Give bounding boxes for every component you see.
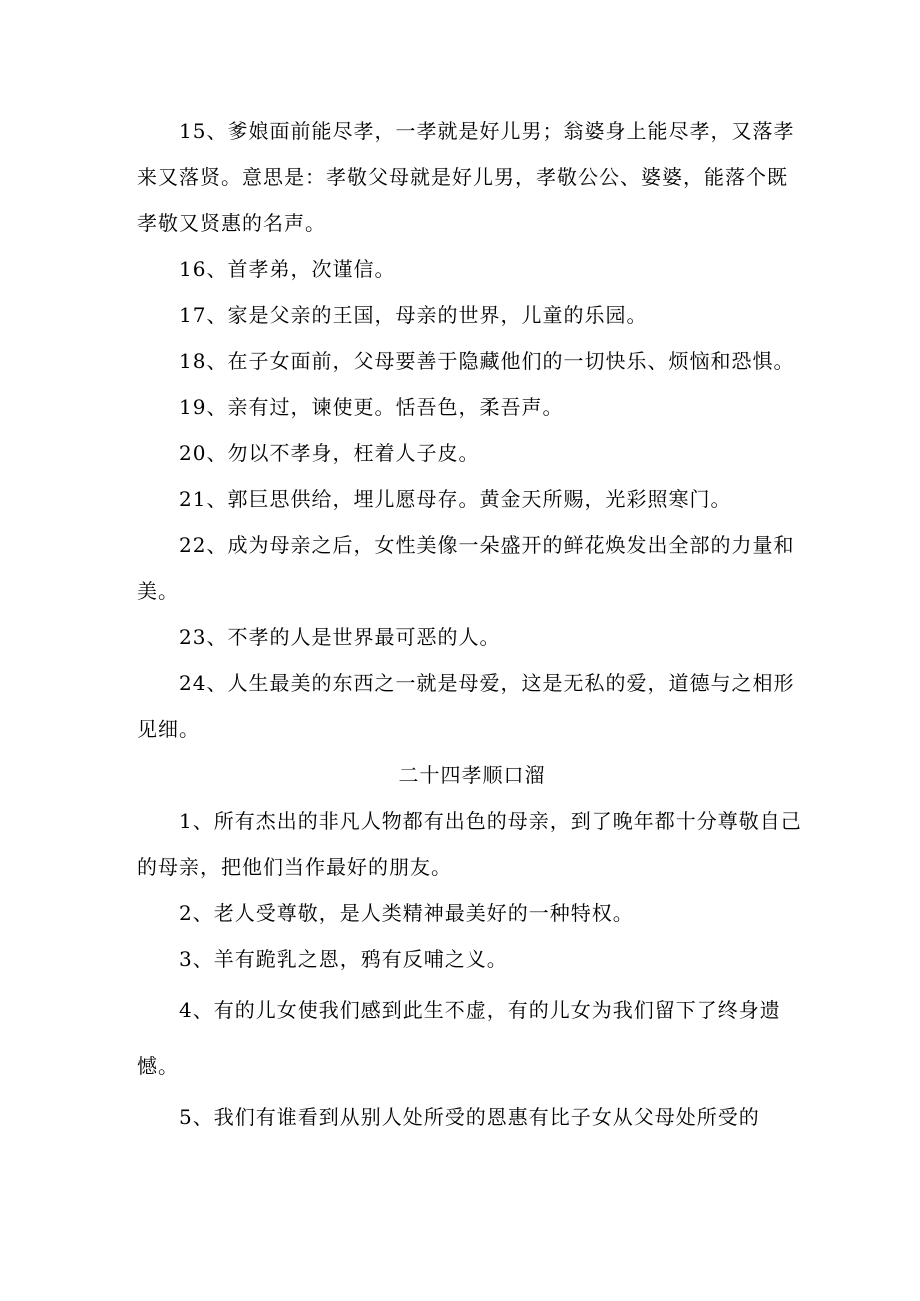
paragraph-24: 24、人生最美的东西之一就是母爱，这是无私的爱，道德与之相形见细。 [137,671,795,741]
paragraph-17: 17、家是父亲的王国，母亲的世界，儿童的乐园。 [179,303,648,327]
paragraph-21: 21、郭巨思供给，埋儿愿母存。黄金天所赐，光彩照寒门。 [179,487,732,511]
paragraph-1: 1、所有杰出的非凡人物都有出色的母亲，到了晚年都十分尊敬自己的母亲，把他们当作最好的朋友。 [137,809,802,879]
document-body [137,108,807,1140]
paragraph-2: 2、老人受尊敬，是人类精神最美好的一种特权。 [179,901,634,925]
paragraph-16: 16、首孝弟，次谨信。 [179,257,396,281]
paragraph-20: 20、勿以不孝身，枉着人子皮。 [179,441,480,465]
paragraph-18: 18、在子女面前，父母要善于隐藏他们的一切快乐、烦恼和恐惧。 [179,349,795,373]
section-heading: 二十四孝顺口溜 [398,763,546,787]
paragraph-4: 4、有的儿女使我们感到此生不虚，有的儿女为我们留下了终身遗憾。 [137,998,781,1078]
paragraph-15: 15、爹娘面前能尽孝，一孝就是好儿男；翁婆身上能尽孝，又落孝来又落贤。意思是：孝敬父母就是好儿男，孝敬公公、婆婆，能落个既孝敬又贤惠的名声。 [137,119,795,235]
paragraph-23: 23、不孝的人是世界最可恶的人。 [179,625,501,649]
paragraph-22: 22、成为母亲之后，女性美像一朵盛开的鲜花焕发出全部的力量和美。 [137,533,795,603]
paragraph-3: 3、羊有跪乳之恩，鸦有反哺之义。 [179,947,508,971]
paragraph-5: 5、我们有谁看到从别人处所受的恩惠有比子女从父母处所受的 [179,1105,760,1129]
paragraph-19: 19、亲有过，谏使更。恬吾色，柔吾声。 [179,395,564,419]
